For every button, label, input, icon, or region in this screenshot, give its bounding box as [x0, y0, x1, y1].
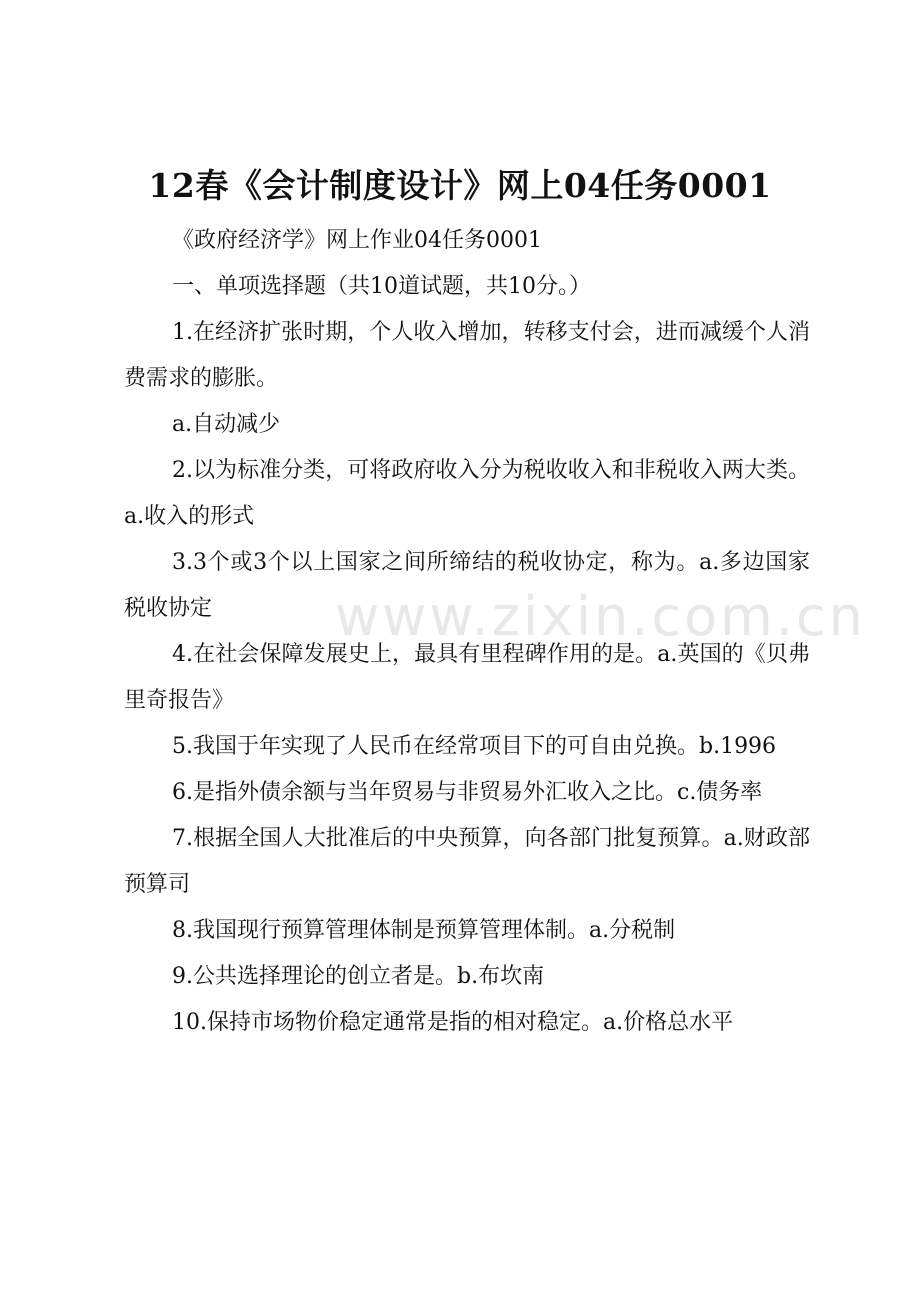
question-7: 7.根据全国人大批准后的中央预算，向各部门批复预算。a.财政部预算司	[124, 826, 810, 897]
watermark: www.zixin.com.cn	[335, 585, 866, 648]
question-1: 1.在经济扩张时期，个人收入增加，转移支付会，进而减缓个人消费需求的膨胀。	[124, 320, 810, 391]
question-6: 6.是指外债余额与当年贸易与非贸易外汇收入之比。c.债务率	[172, 780, 763, 805]
document-body	[124, 218, 810, 1046]
section-heading: 一、单项选择题（共10道试题，共10分。）	[172, 274, 591, 299]
document-title: 12春《会计制度设计》网上04任务0001	[148, 166, 772, 205]
question-10: 10.保持市场物价稳定通常是指的相对稳定。a.价格总水平	[172, 1010, 734, 1035]
question-8: 8.我国现行预算管理体制是预算管理体制。a.分税制	[172, 918, 676, 943]
subtitle-paragraph: 《政府经济学》网上作业04任务0001	[172, 228, 542, 253]
question-9: 9.公共选择理论的创立者是。b.布坎南	[172, 964, 545, 989]
answer-1: a.自动减少	[172, 412, 281, 437]
question-3: 3.3个或3个以上国家之间所缔结的税收协定，称为。a.多边国家税收协定	[124, 550, 810, 621]
question-4: 4.在社会保障发展史上，最具有里程碑作用的是。a.英国的《贝弗里奇报告》	[124, 642, 810, 713]
question-5: 5.我国于年实现了人民币在经常项目下的可自由兑换。b.1996	[172, 734, 777, 759]
question-2: 2.以为标准分类，可将政府收入分为税收收入和非税收入两大类。a.收入的形式	[124, 458, 810, 529]
